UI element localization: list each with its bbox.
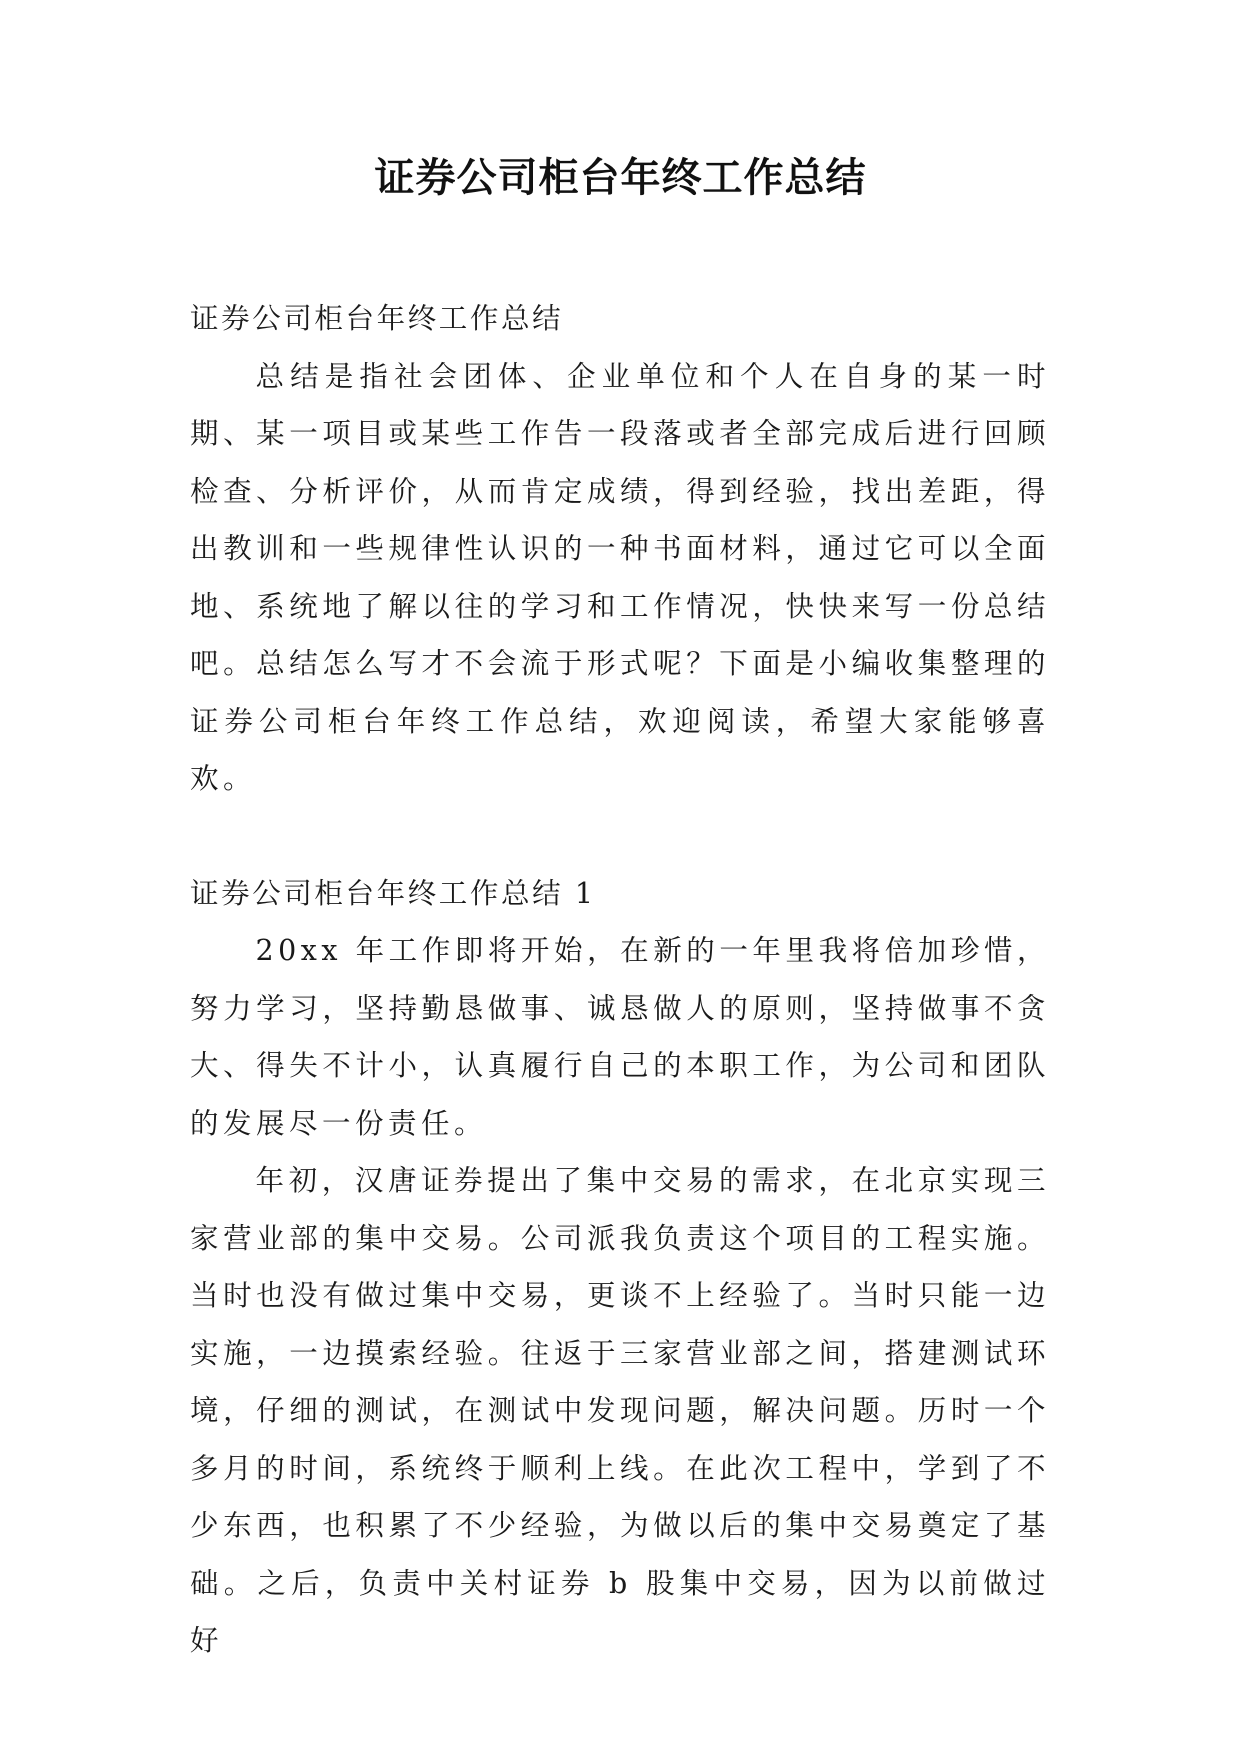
section-heading-1: 证券公司柜台年终工作总结 1 <box>190 876 596 910</box>
section-heading-intro: 证券公司柜台年终工作总结 <box>190 302 564 335</box>
document-body <box>190 290 1050 1670</box>
section-spacer <box>190 808 1050 865</box>
document-title: 证券公司柜台年终工作总结 <box>374 155 867 201</box>
section-1-paragraph-1: 20xx 年工作即将开始，在新的一年里我将倍加珍惜，努力学习，坚持勤恳做事、诚恳做人的原则，坚持做事不贪大、得失不计小，认真履行自己的本职工作，为公司和团队的发展尽一份责任。 <box>190 934 1050 1140</box>
intro-paragraph: 总结是指社会团体、企业单位和个人在自身的某一时期、某一项目或某些工作告一段落或者全部完成后进行回顾检查、分析评价，从而肯定成绩，得到经验，找出差距，得出教训和一些规律性认识的一种书面材料，通过它可以全面地、系统地了解以往的学习和工作情况，快快来写一份总结吧。总结怎么写才不会流于形式呢？下面是小编收集整理的证券公司柜台年终工作总结，欢迎阅读，希望大家能够喜欢。 <box>190 359 1050 795</box>
section-1-paragraph-2: 年初，汉唐证券提出了集中交易的需求，在北京实现三家营业部的集中交易。公司派我负责这个项目的工程实施。当时也没有做过集中交易，更谈不上经验了。当时只能一边实施，一边摸索经验。往返于三家营业部之间，搭建测试环境，仔细的测试，在测试中发现问题，解决问题。历时一个多月的时间，系统终于顺利上线。在此次工程中，学到了不少东西，也积累了不少经验，为做以后的集中交易奠定了基础。之后，负责中关村证券 b 股集中交易，因为以前做过好 <box>190 1164 1050 1657</box>
